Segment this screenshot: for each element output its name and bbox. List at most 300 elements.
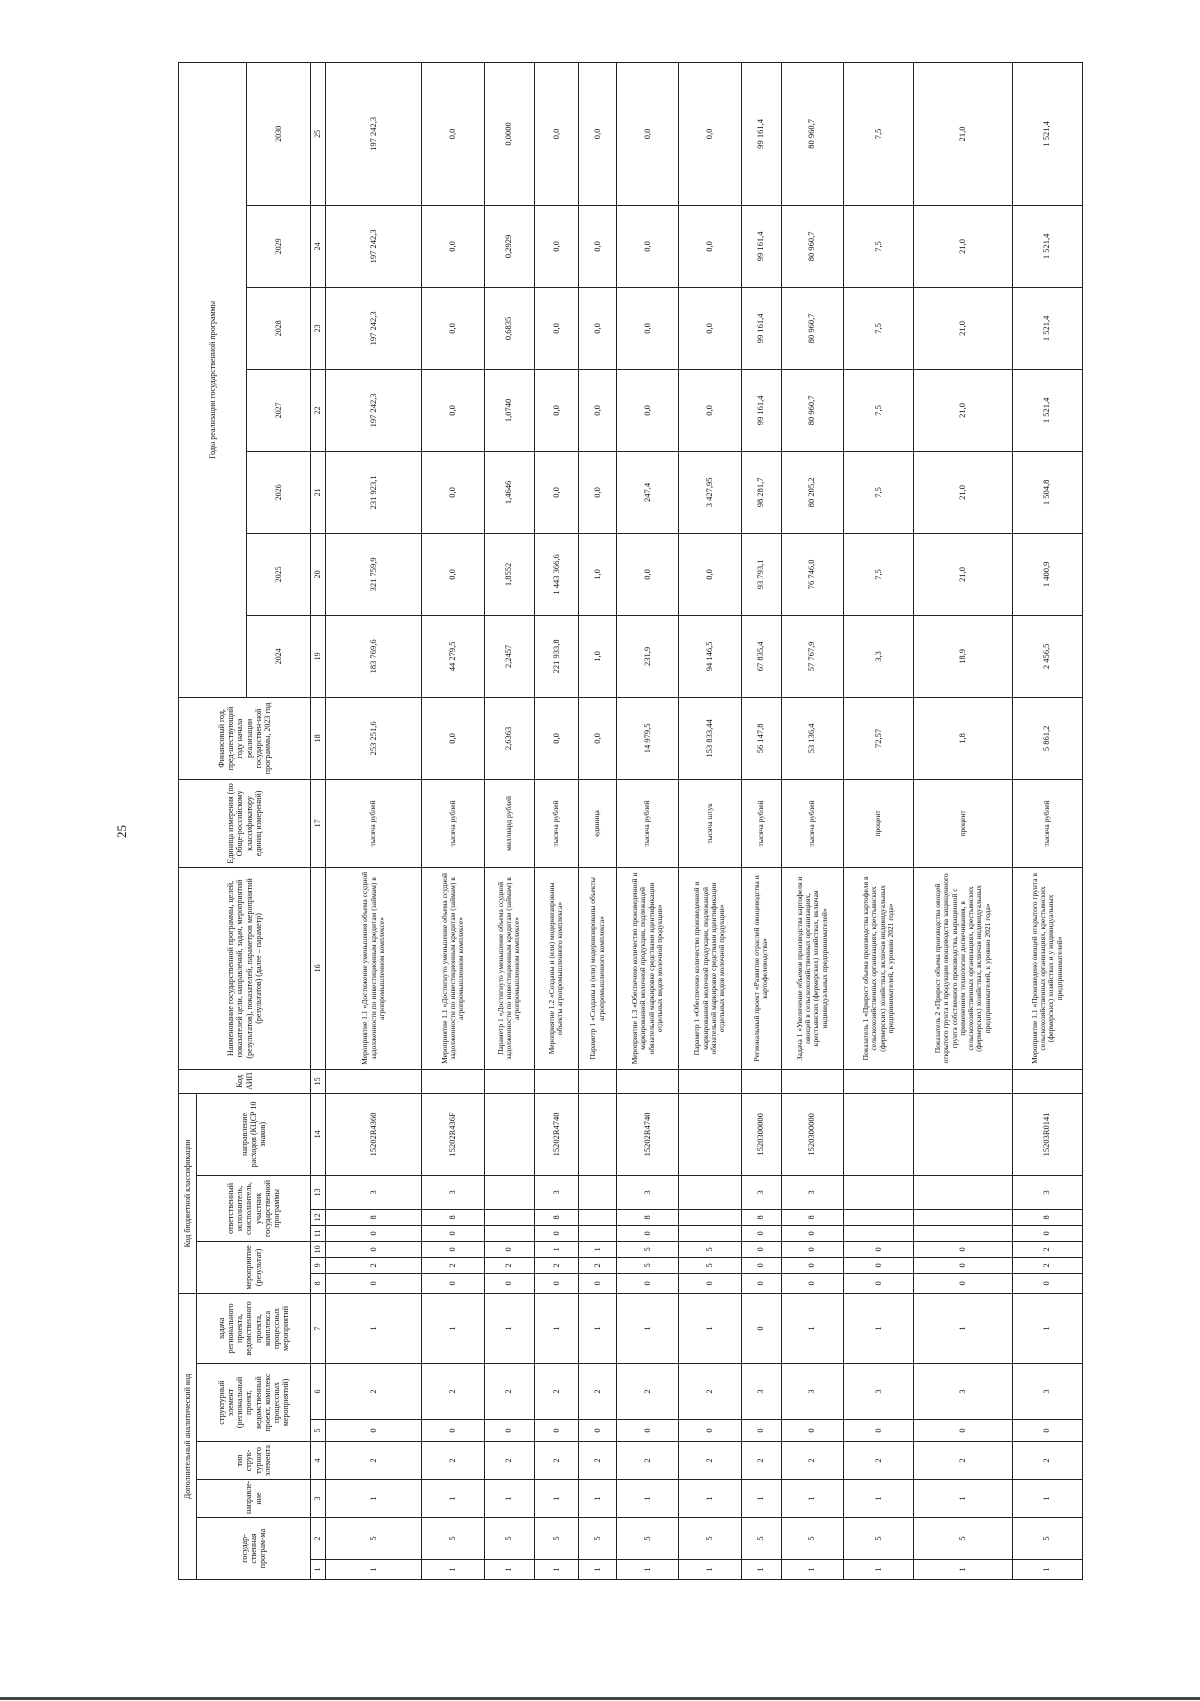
executor-code-3: [914, 1175, 1012, 1209]
col-number: 9: [311, 1257, 326, 1273]
gov-program-code-2: 5: [326, 1518, 422, 1560]
direction-code: 1: [1012, 1480, 1082, 1518]
value-2025: 7,5: [843, 533, 913, 615]
task-code: 1: [484, 1293, 534, 1363]
header-direction: направле-ние: [197, 1480, 311, 1518]
direction-code: 1: [617, 1480, 679, 1518]
gov-program-code-2: 5: [534, 1518, 578, 1560]
value-2024: 1,0: [578, 615, 616, 697]
table-row: [679, 62, 741, 1579]
table-row: [1012, 62, 1082, 1579]
value-2026: 0,0: [422, 451, 484, 533]
executor-code-1: [679, 1225, 741, 1241]
value-2029: 80 960,7: [781, 205, 843, 287]
value-2024: 44 279,5: [422, 615, 484, 697]
table-row: [617, 62, 679, 1579]
activity-code-2: 0: [843, 1257, 913, 1273]
value-2030: 21,0: [914, 62, 1012, 205]
expense-direction-code: [578, 1093, 616, 1175]
expense-direction-code: 15202R4740: [534, 1093, 578, 1175]
value-2026: 21,0: [914, 451, 1012, 533]
header-activity: мероприятие (результат): [197, 1241, 311, 1293]
table-row: [781, 62, 843, 1579]
aip-code: [781, 1069, 843, 1093]
base-year-value: 153 833,44: [679, 697, 741, 779]
value-2024: 94 146,5: [679, 615, 741, 697]
value-2025: 0,0: [617, 533, 679, 615]
activity-code-3: 1: [578, 1241, 616, 1257]
table-row: [484, 62, 534, 1579]
value-2025: 1,0: [578, 533, 616, 615]
task-code: 1: [422, 1293, 484, 1363]
value-2027: 0,0: [679, 369, 741, 451]
header-year: 2025: [247, 533, 311, 615]
value-2024: 221 933,8: [534, 615, 578, 697]
header-year: 2024: [247, 615, 311, 697]
value-2028: 0,6835: [484, 287, 534, 369]
direction-code: 1: [422, 1480, 484, 1518]
value-2024: 57 767,9: [781, 615, 843, 697]
value-2028: 0,0: [422, 287, 484, 369]
direction-code: 1: [843, 1480, 913, 1518]
item-name: Задача 1 «Увеличение объемов производства картофеля и овощей в сельскохозяйственных организациях, крестьянских (фермерских) хозяйствах, включая индивидуальных предпринимателей»: [781, 867, 843, 1069]
header-additional-code: Дополнительный аналитический код: [179, 1293, 197, 1579]
value-2028: 7,5: [843, 287, 913, 369]
executor-code-1: 0: [1012, 1225, 1082, 1241]
header-task: задача регионального проекта, ведомственного проекта, комплекса процессных мероприятий: [197, 1293, 311, 1363]
value-2024: 2,2457: [484, 615, 534, 697]
header-unit: Единица измерения (по Обще-российскому классификатору единиц измерений): [179, 779, 311, 867]
activity-code-2: 2: [422, 1257, 484, 1273]
activity-code-3: 0: [843, 1241, 913, 1257]
value-2030: 0,0000: [484, 62, 534, 205]
gov-program-code-1: 1: [741, 1560, 781, 1580]
header-aip: Код АИП: [179, 1069, 311, 1093]
col-number: 1: [311, 1560, 326, 1580]
value-2029: 0,0: [679, 205, 741, 287]
expense-direction-code: 1520300000: [781, 1093, 843, 1175]
value-2028: 80 960,7: [781, 287, 843, 369]
base-year-value: 56 147,8: [741, 697, 781, 779]
gov-program-code-2: 5: [741, 1518, 781, 1560]
unit-cell: тысяча рублей: [326, 779, 422, 867]
header-base-year: Финансовый год, пред-шествующий году начала реализации государствен-ной программы, 2023 год: [179, 697, 311, 779]
gov-program-code-1: 1: [781, 1560, 843, 1580]
activity-code-1: 0: [843, 1273, 913, 1293]
executor-code-3: 3: [326, 1175, 422, 1209]
executor-code-2: 8: [422, 1209, 484, 1225]
item-name: Параметр 1 «Обеспечено количество произведенной и маркированной молочной продукции, подлежащей обязательной маркировке средствами идентификации отдельных видов молочной продукции»: [679, 867, 741, 1069]
executor-code-3: 3: [781, 1175, 843, 1209]
struct-element-code-2: 2: [484, 1364, 534, 1420]
col-number: 18: [311, 697, 326, 779]
activity-code-2: 2: [534, 1257, 578, 1273]
value-2029: 21,0: [914, 205, 1012, 287]
aip-code: [741, 1069, 781, 1093]
col-number: 24: [311, 205, 326, 287]
gov-program-code-1: 1: [914, 1560, 1012, 1580]
executor-code-2: 8: [1012, 1209, 1082, 1225]
executor-code-1: 0: [617, 1225, 679, 1241]
activity-code-3: 0: [741, 1241, 781, 1257]
value-2025: 0,0: [422, 533, 484, 615]
value-2028: 0,0: [534, 287, 578, 369]
executor-code-2: [578, 1209, 616, 1225]
activity-code-2: 2: [578, 1257, 616, 1273]
executor-code-2: [843, 1209, 913, 1225]
struct-element-code-1: 0: [534, 1420, 578, 1442]
struct-element-code-2: 2: [326, 1364, 422, 1420]
table-body: [311, 62, 1083, 1579]
executor-code-1: [914, 1225, 1012, 1241]
value-2026: 231 923,1: [326, 451, 422, 533]
col-number: 12: [311, 1209, 326, 1225]
col-number: 19: [311, 615, 326, 697]
executor-code-3: [843, 1175, 913, 1209]
task-code: 1: [534, 1293, 578, 1363]
activity-code-3: 1: [534, 1241, 578, 1257]
col-number: 25: [311, 62, 326, 205]
gov-program-code-2: 5: [843, 1518, 913, 1560]
item-name: Мероприятие 1.3 «Обеспечено количество произведенной и маркированной молочной продукции, подлежащей обязательной маркировке средствами идентификации отдельных видов молочной продукции»: [617, 867, 679, 1069]
executor-code-1: 0: [326, 1225, 422, 1241]
col-number: 4: [311, 1442, 326, 1480]
struct-element-code-1: 0: [781, 1420, 843, 1442]
executor-code-2: [679, 1209, 741, 1225]
value-2029: 0,2929: [484, 205, 534, 287]
value-2024: 3,3: [843, 615, 913, 697]
executor-code-3: 3: [617, 1175, 679, 1209]
item-name: Мероприятие 1.1 «Достижение уменьшения объема ссудной задолженности по инвестиционным кредитам (займам) в агропромышленном комплексе»: [326, 867, 422, 1069]
gov-program-code-2: 5: [617, 1518, 679, 1560]
value-2025: 1 400,9: [1012, 533, 1082, 615]
value-2024: 183 769,6: [326, 615, 422, 697]
value-2028: 0,0: [578, 287, 616, 369]
col-number: 11: [311, 1225, 326, 1241]
table-row: [422, 62, 484, 1579]
value-2024: 2 456,5: [1012, 615, 1082, 697]
task-code: 1: [578, 1293, 616, 1363]
expense-direction-code: 15202R436F: [422, 1093, 484, 1175]
value-2027: 7,5: [843, 369, 913, 451]
value-2026: 3 427,95: [679, 451, 741, 533]
struct-element-code-1: 0: [1012, 1420, 1082, 1442]
executor-code-1: 0: [741, 1225, 781, 1241]
gov-program-code-1: 1: [1012, 1560, 1082, 1580]
executor-code-3: [484, 1175, 534, 1209]
task-code: 1: [617, 1293, 679, 1363]
value-2027: 0,0: [617, 369, 679, 451]
base-year-value: 5 861,2: [1012, 697, 1082, 779]
struct-element-code-1: 0: [422, 1420, 484, 1442]
col-number: 21: [311, 451, 326, 533]
task-code: 1: [781, 1293, 843, 1363]
value-2027: 80 960,7: [781, 369, 843, 451]
struct-type-code: 2: [843, 1442, 913, 1480]
executor-code-3: 3: [422, 1175, 484, 1209]
header-gov-program: государ-ственная програм-ма: [197, 1518, 311, 1580]
gov-program-code-1: 1: [484, 1560, 534, 1580]
struct-element-code-1: 0: [679, 1420, 741, 1442]
gov-program-code-1: 1: [843, 1560, 913, 1580]
value-2025: 1,8552: [484, 533, 534, 615]
aip-code: [679, 1069, 741, 1093]
col-number: 2: [311, 1518, 326, 1560]
gov-program-code-1: 1: [617, 1560, 679, 1580]
aip-code: [1012, 1069, 1082, 1093]
unit-cell: тысяча рублей: [617, 779, 679, 867]
direction-code: 1: [679, 1480, 741, 1518]
value-2025: 93 793,1: [741, 533, 781, 615]
activity-code-3: 5: [679, 1241, 741, 1257]
struct-type-code: 2: [679, 1442, 741, 1480]
aip-code: [578, 1069, 616, 1093]
value-2028: 197 242,3: [326, 287, 422, 369]
direction-code: 1: [578, 1480, 616, 1518]
program-table: [178, 62, 1083, 1580]
gov-program-code-2: 5: [422, 1518, 484, 1560]
value-2027: 21,0: [914, 369, 1012, 451]
base-year-value: 0,0: [578, 697, 616, 779]
struct-element-code-2: 3: [781, 1364, 843, 1420]
header-years-group: Годы реализации государственной программы: [179, 62, 247, 697]
table-row: [843, 62, 913, 1579]
struct-element-code-1: 0: [617, 1420, 679, 1442]
direction-code: 1: [534, 1480, 578, 1518]
header-struct-type: тип струк-турного элемента: [197, 1442, 311, 1480]
table-row: [534, 62, 578, 1579]
activity-code-2: 0: [914, 1257, 1012, 1273]
expense-direction-code: 15202R4740: [617, 1093, 679, 1175]
gov-program-code-1: 1: [326, 1560, 422, 1580]
value-2027: 0,0: [578, 369, 616, 451]
value-2026: 0,0: [578, 451, 616, 533]
struct-type-code: 2: [326, 1442, 422, 1480]
direction-code: 1: [326, 1480, 422, 1518]
struct-element-code-2: 3: [914, 1364, 1012, 1420]
struct-element-code-2: 2: [679, 1364, 741, 1420]
struct-element-code-2: 2: [422, 1364, 484, 1420]
value-2030: 0,0: [422, 62, 484, 205]
header-executor: ответственный исполнитель, соисполнитель, участник государственной программы: [197, 1175, 311, 1241]
value-2030: 0,0: [679, 62, 741, 205]
struct-type-code: 2: [578, 1442, 616, 1480]
value-2029: 99 161,4: [741, 205, 781, 287]
activity-code-3: 0: [484, 1241, 534, 1257]
base-year-value: 14 979,5: [617, 697, 679, 779]
task-code: 1: [914, 1293, 1012, 1363]
value-2027: 1,0740: [484, 369, 534, 451]
struct-type-code: 2: [741, 1442, 781, 1480]
col-number: 8: [311, 1273, 326, 1293]
item-name: Региональный проект «Развитие отраслей овощеводства и картофелеводства»: [741, 867, 781, 1069]
value-2030: 0,0: [534, 62, 578, 205]
value-2026: 7,5: [843, 451, 913, 533]
value-2029: 0,0: [422, 205, 484, 287]
item-name: Параметр 1 «Созданы и (или) модернизированы объекты агропромышленного комплекса»: [578, 867, 616, 1069]
page-number: 25: [114, 825, 129, 838]
struct-element-code-1: 0: [326, 1420, 422, 1442]
col-number: 13: [311, 1175, 326, 1209]
aip-code: [843, 1069, 913, 1093]
col-number: 22: [311, 369, 326, 451]
header-year: 2027: [247, 369, 311, 451]
base-year-value: 1,8: [914, 697, 1012, 779]
value-2029: 0,0: [617, 205, 679, 287]
col-number: 23: [311, 287, 326, 369]
struct-type-code: 2: [534, 1442, 578, 1480]
header-year: 2028: [247, 287, 311, 369]
executor-code-3: 3: [534, 1175, 578, 1209]
struct-type-code: 2: [781, 1442, 843, 1480]
task-code: 1: [679, 1293, 741, 1363]
item-name: Показатель 2 «Прирост объема производства овощей открытого грунта и продукции овощеводства защищенного грунта собственного производства, выращенной с применением технологии досвечивания, в сельскохозяйственных организациях, крестьянских (фермерских) хозяйствах, включая индивидуальных предпринимателей, к уровню 2021 года»: [914, 867, 1012, 1069]
unit-cell: тысяча рублей: [534, 779, 578, 867]
unit-cell: тысяча рублей: [741, 779, 781, 867]
value-2027: 1 521,4: [1012, 369, 1082, 451]
expense-direction-code: [914, 1093, 1012, 1175]
expense-direction-code: 15202R4360: [326, 1093, 422, 1175]
executor-code-3: 3: [741, 1175, 781, 1209]
col-number: 5: [311, 1420, 326, 1442]
value-2029: 197 242,3: [326, 205, 422, 287]
header-year: 2026: [247, 451, 311, 533]
direction-code: 1: [914, 1480, 1012, 1518]
value-2028: 99 161,4: [741, 287, 781, 369]
header-expense-direction: направление расходов (КЦСР 10 знаков): [197, 1093, 311, 1175]
activity-code-3: 0: [326, 1241, 422, 1257]
value-2027: 0,0: [422, 369, 484, 451]
base-year-value: 2,6363: [484, 697, 534, 779]
value-2030: 80 960,7: [781, 62, 843, 205]
activity-code-2: 0: [741, 1257, 781, 1273]
gov-program-code-2: 5: [781, 1518, 843, 1560]
unit-cell: процент: [843, 779, 913, 867]
value-2024: 231,9: [617, 615, 679, 697]
col-number: 16: [311, 867, 326, 1069]
value-2028: 0,0: [617, 287, 679, 369]
activity-code-2: 2: [326, 1257, 422, 1273]
unit-cell: процент: [914, 779, 1012, 867]
struct-element-code-2: 2: [578, 1364, 616, 1420]
table-row: [578, 62, 616, 1579]
header-year: 2030: [247, 62, 311, 205]
value-2029: 0,0: [534, 205, 578, 287]
gov-program-code-1: 1: [534, 1560, 578, 1580]
value-2027: 0,0: [534, 369, 578, 451]
struct-element-code-2: 3: [843, 1364, 913, 1420]
value-2027: 197 242,3: [326, 369, 422, 451]
value-2030: 99 161,4: [741, 62, 781, 205]
expense-direction-code: [843, 1093, 913, 1175]
activity-code-1: 0: [781, 1273, 843, 1293]
executor-code-2: [914, 1209, 1012, 1225]
activity-code-1: 0: [326, 1273, 422, 1293]
gov-program-code-1: 1: [679, 1560, 741, 1580]
header-struct-element: структурный элемент (региональный проект, ведомственный проект, комплекс процессных мероприятий): [197, 1364, 311, 1442]
value-2029: 7,5: [843, 205, 913, 287]
executor-code-1: 0: [781, 1225, 843, 1241]
gov-program-code-2: 5: [914, 1518, 1012, 1560]
activity-code-2: 2: [484, 1257, 534, 1273]
value-2029: 1 521,4: [1012, 205, 1082, 287]
executor-code-3: [578, 1175, 616, 1209]
aip-code: [914, 1069, 1012, 1093]
gov-program-code-1: 1: [578, 1560, 616, 1580]
base-year-value: 0,0: [534, 697, 578, 779]
direction-code: 1: [741, 1480, 781, 1518]
gov-program-code-2: 5: [578, 1518, 616, 1560]
executor-code-2: 8: [617, 1209, 679, 1225]
task-code: 1: [326, 1293, 422, 1363]
value-2024: 18,9: [914, 615, 1012, 697]
task-code: 0: [741, 1293, 781, 1363]
value-2027: 99 161,4: [741, 369, 781, 451]
col-number: 15: [311, 1069, 326, 1093]
struct-element-code-1: 0: [914, 1420, 1012, 1442]
struct-type-code: 2: [484, 1442, 534, 1480]
item-name: Мероприятие 1.1 «Достигнуто уменьшение объема ссудной задолженности по инвестиционным кредитам (займам) в агропромышленном комплексе»: [422, 867, 484, 1069]
table-row: [914, 62, 1012, 1579]
activity-code-2: 2: [1012, 1257, 1082, 1273]
unit-cell: миллиард рублей: [484, 779, 534, 867]
aip-code: [534, 1069, 578, 1093]
struct-element-code-2: 3: [1012, 1364, 1082, 1420]
activity-code-3: 0: [422, 1241, 484, 1257]
col-number: 20: [311, 533, 326, 615]
struct-element-code-2: 2: [617, 1364, 679, 1420]
struct-element-code-2: 2: [534, 1364, 578, 1420]
activity-code-1: 0: [1012, 1273, 1082, 1293]
gov-program-code-2: 5: [484, 1518, 534, 1560]
header-budget-code: Код бюджетной классификации: [179, 1093, 197, 1293]
struct-element-code-1: 0: [843, 1420, 913, 1442]
struct-element-code-1: 0: [578, 1420, 616, 1442]
executor-code-1: [578, 1225, 616, 1241]
executor-code-2: 8: [326, 1209, 422, 1225]
activity-code-1: 0: [679, 1273, 741, 1293]
struct-type-code: 2: [914, 1442, 1012, 1480]
col-number: 6: [311, 1364, 326, 1420]
value-2025: 0,0: [679, 533, 741, 615]
header-name: Наименование государственной программы, целей, показателей цели, направлений, задач, мероприятий (результатов), показателей, параметров мероприятий (результатов) (далее – параметр): [179, 867, 311, 1069]
struct-element-code-1: 0: [741, 1420, 781, 1442]
value-2029: 0,0: [578, 205, 616, 287]
value-2025: 1 443 366,6: [534, 533, 578, 615]
expense-direction-code: 15203R0141: [1012, 1093, 1082, 1175]
table-row: [741, 62, 781, 1579]
value-2030: 0,0: [617, 62, 679, 205]
activity-code-1: 0: [578, 1273, 616, 1293]
struct-type-code: 2: [422, 1442, 484, 1480]
item-name: Мероприятие 1.2 «Созданы и (или) модернизированы объекты агропромышленного комплекса»: [534, 867, 578, 1069]
activity-code-3: 0: [781, 1241, 843, 1257]
activity-code-2: 5: [679, 1257, 741, 1273]
executor-code-2: [484, 1209, 534, 1225]
value-2026: 1 504,8: [1012, 451, 1082, 533]
unit-cell: тысяча рублей: [781, 779, 843, 867]
gov-program-code-1: 1: [422, 1560, 484, 1580]
value-2026: 0,0: [534, 451, 578, 533]
value-2028: 1 521,4: [1012, 287, 1082, 369]
executor-code-3: [679, 1175, 741, 1209]
aip-code: [422, 1069, 484, 1093]
base-year-value: 53 136,4: [781, 697, 843, 779]
activity-code-1: 0: [914, 1273, 1012, 1293]
activity-code-3: 0: [914, 1241, 1012, 1257]
activity-code-1: 0: [741, 1273, 781, 1293]
value-2026: 1,4646: [484, 451, 534, 533]
